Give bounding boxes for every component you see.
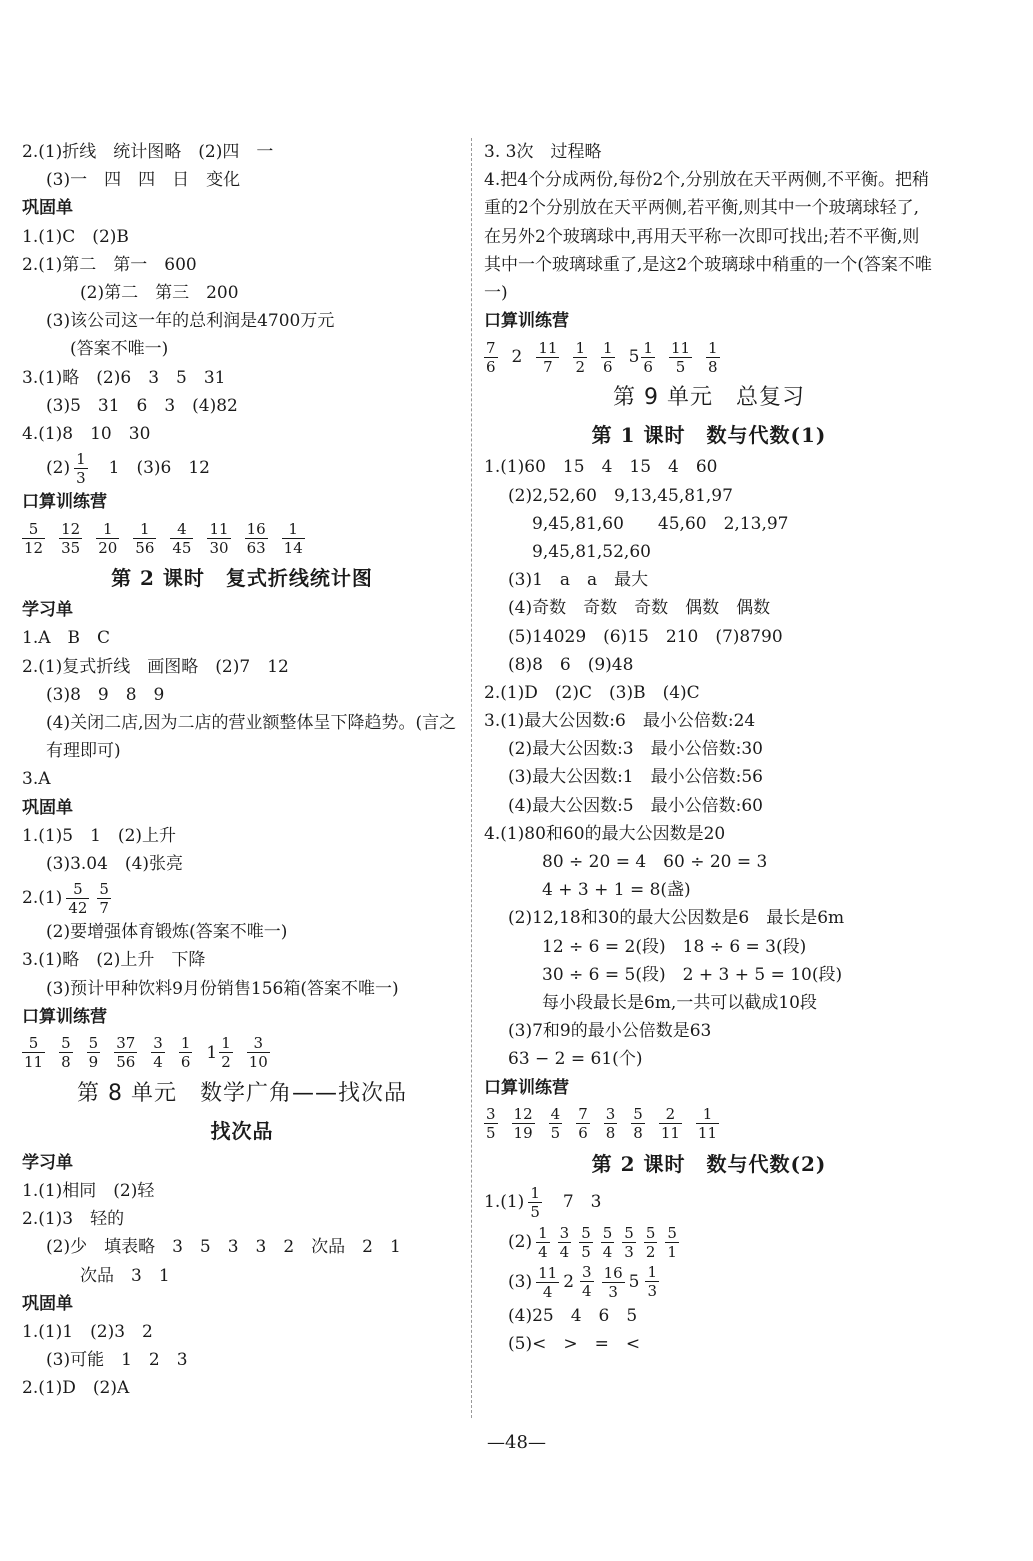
numerator: 7 (486, 338, 496, 357)
item-label: (2) (508, 1231, 533, 1252)
answer-line (22, 878, 462, 918)
fraction (558, 1224, 572, 1261)
denominator: 4 (602, 1242, 613, 1261)
section-heading: 口算训练营 (22, 492, 107, 513)
denominator: 11 (697, 1124, 718, 1143)
lesson-title: 第 2 课时 复式折线统计图 (111, 566, 373, 591)
answer-line: (2)要增强体育锻炼(答案不唯一) (46, 922, 288, 943)
answer-line: (答案不唯一) (70, 339, 169, 360)
numerator: 5 (61, 1034, 71, 1053)
answer-line: 次品 3 1 (80, 1265, 170, 1286)
fraction (696, 1105, 719, 1142)
denominator: 9 (88, 1053, 99, 1072)
answer-line: (3)一 四 四 日 变化 (46, 170, 241, 191)
denominator: 8 (61, 1053, 71, 1072)
section-heading: 学习单 (22, 600, 73, 621)
fraction (549, 1105, 563, 1142)
numerator: 4 (550, 1105, 561, 1124)
numerator: 3 (247, 1034, 270, 1053)
fraction (573, 339, 587, 376)
denominator: 6 (643, 357, 653, 376)
fraction (179, 1034, 193, 1071)
answer-line (22, 448, 462, 488)
denominator: 3 (624, 1242, 634, 1261)
fraction (207, 520, 230, 557)
fraction (484, 1105, 498, 1142)
answer-line: (2)最大公因数:3 最小公倍数:30 (508, 739, 763, 760)
numerator: 1 (603, 338, 613, 357)
denominator: 5 (486, 1124, 496, 1143)
denominator: 4 (542, 1282, 553, 1301)
fraction (74, 450, 88, 487)
numerator: 5 (99, 880, 109, 899)
fraction (170, 520, 193, 557)
numerator: 11 (538, 1263, 558, 1282)
fraction (22, 520, 45, 557)
item-label: (2) (46, 458, 71, 479)
denominator: 8 (605, 1124, 616, 1143)
numerator: 3 (582, 1263, 592, 1282)
denominator: 6 (603, 357, 613, 376)
fraction (622, 1224, 636, 1261)
mixed-number (629, 339, 655, 376)
denominator: 45 (172, 538, 192, 557)
denominator: 19 (513, 1124, 533, 1143)
integer-answer: 2 (511, 347, 523, 368)
denominator: 10 (248, 1053, 268, 1072)
fraction (601, 1224, 615, 1261)
fraction (576, 1105, 590, 1142)
denominator: 4 (559, 1242, 570, 1261)
denominator: 3 (76, 469, 86, 488)
denominator: 4 (153, 1053, 163, 1072)
lesson-title: 第 2 课时 数与代数(2) (591, 1151, 827, 1176)
item-label: (3) (508, 1271, 533, 1292)
denominator: 1 (667, 1242, 677, 1261)
answer-line: 4.(1)80和60的最大公因数是20 (484, 823, 726, 844)
answer-line: 9,45,81,60 45,60 2,13,97 (532, 513, 789, 534)
numerator: 1 (76, 450, 86, 469)
answer-line: 2.(1)D (2)C (3)B (4)C (484, 682, 700, 703)
numerator: 3 (486, 1105, 496, 1124)
answer-line: (3)8 9 8 9 (46, 684, 165, 705)
fraction-answers-row (484, 335, 934, 379)
fraction (151, 1034, 165, 1071)
fraction (245, 520, 268, 557)
fraction (536, 1224, 550, 1261)
denominator: 12 (24, 538, 44, 557)
answer-line: (3)可能 1 2 3 (46, 1350, 188, 1371)
answer-line: (2)少 填表略 3 5 3 3 2 次品 2 1 (46, 1237, 401, 1258)
denominator: 5 (530, 1202, 540, 1221)
fraction-answers-row (22, 516, 462, 560)
numerator: 5 (88, 1034, 99, 1053)
fraction (645, 1263, 659, 1300)
answer-line (484, 1182, 934, 1222)
answer-line: 3.A (22, 769, 51, 790)
fraction (536, 339, 559, 376)
numerator: 1 (180, 1034, 191, 1053)
item-label: 1.(1) (484, 1191, 525, 1212)
answer-line: (3)7和9的最小公倍数是63 (508, 1021, 712, 1042)
denominator: 8 (708, 357, 718, 376)
numerator: 5 (22, 520, 45, 539)
fraction (247, 1034, 270, 1071)
numerator: 3 (605, 1105, 616, 1124)
denominator: 11 (24, 1053, 44, 1072)
answer-line: 2.(1)折线 统计图略 (2)四 一 (22, 142, 274, 162)
lesson-title: 找次品 (210, 1118, 274, 1143)
fraction (66, 880, 89, 917)
numerator: 11 (538, 338, 558, 357)
numerator: 5 (645, 1223, 656, 1242)
fraction (96, 520, 119, 557)
denominator: 20 (98, 538, 118, 557)
numerator: 1 (647, 1263, 658, 1282)
answer-line: 80 ÷ 20 = 4 60 ÷ 20 = 3 (542, 852, 768, 873)
whole-part: 5 (628, 1271, 640, 1292)
section-heading: 口算训练营 (22, 1006, 107, 1027)
numerator: 1 (221, 1034, 231, 1053)
answer-line (484, 1222, 934, 1262)
page-number: —48— (487, 1432, 546, 1453)
answer-line: 9,45,81,52,60 (532, 541, 651, 562)
denominator: 5 (550, 1124, 561, 1143)
fraction (528, 1184, 542, 1221)
denominator: 6 (486, 357, 496, 376)
answer-line: 2.(1)复式折线 画图略 (2)7 12 (22, 656, 289, 677)
answer-line: (8)8 6 (9)48 (508, 654, 634, 675)
unit-title: 第 8 单元 数学广角——找次品 (77, 1080, 407, 1106)
numerator: 1 (575, 338, 586, 357)
denominator: 6 (578, 1124, 588, 1143)
answer-line: 每小段最长是6m,一共可以截成10段 (542, 992, 817, 1013)
numerator: 5 (22, 1034, 45, 1053)
answer-line: 4.把4个分成两份,每份2个,分别放在天平两侧,不平衡。把稍重的2个分别放在天平两侧,若平衡,则其中一个玻璃球轻了,在另外2个玻璃球中,再用天平称一次即可找出;若不平衡,则其中一个玻璃球重了,是这2个玻璃球中稍重的一个(答案不唯一) (484, 170, 932, 303)
numerator: 7 (578, 1105, 588, 1124)
answer-line: 1.(1)C (2)B (22, 226, 129, 247)
fraction (706, 339, 720, 376)
numerator: 5 (624, 1223, 634, 1242)
whole-part: 2 (563, 1271, 575, 1292)
denominator: 42 (68, 899, 88, 918)
numerator: 16 (603, 1263, 623, 1282)
answer-line: 4.(1)8 10 30 (22, 423, 151, 444)
item-label: 2.(1) (22, 888, 63, 909)
fraction (659, 1105, 682, 1142)
answer-line: 1.(1)相同 (2)轻 (22, 1181, 155, 1202)
answer-line: (2)第二 第三 200 (80, 282, 239, 303)
numerator: 1 (538, 1223, 548, 1242)
fraction (484, 339, 498, 376)
fraction (133, 520, 156, 557)
answer-line: 1.(1)60 15 4 15 4 60 (484, 457, 718, 478)
fraction (580, 1263, 594, 1300)
denominator: 11 (660, 1124, 680, 1143)
denominator: 3 (608, 1282, 618, 1301)
fraction (669, 339, 692, 376)
numerator: 16 (246, 519, 266, 538)
answer-line: (5)< > = < (508, 1333, 641, 1354)
fraction (641, 339, 655, 376)
fraction-answers-row (484, 1102, 934, 1146)
answer-line: 1.(1)5 1 (2)上升 (22, 825, 177, 846)
denominator: 2 (645, 1242, 656, 1261)
numerator: 12 (61, 519, 81, 538)
denominator: 4 (538, 1242, 548, 1261)
answer-text: 1 (3)6 12 (91, 458, 210, 479)
denominator: 5 (581, 1242, 591, 1261)
numerator: 1 (133, 520, 156, 539)
denominator: 56 (116, 1053, 136, 1072)
answer-line: (5)14029 (6)15 210 (7)8790 (508, 626, 783, 647)
answer-line: (4)25 4 6 5 (508, 1305, 638, 1326)
fraction (604, 1105, 618, 1142)
numerator: 1 (282, 520, 305, 539)
numerator: 3 (559, 1223, 570, 1242)
mixed-number (563, 1262, 597, 1302)
whole-part: 5 (628, 347, 640, 368)
fraction (601, 339, 615, 376)
section-heading: 口算训练营 (484, 1077, 569, 1098)
answer-line: 2.(1)D (2)A (22, 1378, 130, 1399)
answer-line: (4)最大公因数:5 最小公倍数:60 (508, 795, 763, 816)
denominator: 30 (209, 538, 229, 557)
answer-line: (3)最大公因数:1 最小公倍数:56 (508, 767, 763, 788)
answer-line: 12 ÷ 6 = 2(段) 18 ÷ 6 = 3(段) (542, 936, 807, 957)
numerator: 5 (633, 1105, 643, 1124)
fraction (59, 520, 82, 557)
numerator: 4 (170, 520, 193, 539)
answer-line: (3)3.04 (4)张亮 (46, 853, 184, 874)
fraction (282, 520, 305, 557)
answer-line: 4 + 3 + 1 = 8(盏) (542, 880, 691, 901)
denominator: 4 (582, 1282, 592, 1301)
fraction (512, 1105, 535, 1142)
fraction-answers-row (22, 1031, 462, 1075)
answer-line: (4)关闭二店,因为二店的营业额整体呈下降趋势。(言之有理即可) (46, 713, 457, 762)
section-heading: 口算训练营 (484, 311, 569, 332)
numerator: 1 (96, 520, 119, 539)
answer-line: (2)2,52,60 9,13,45,81,97 (508, 485, 733, 506)
answer-line: (2)12,18和30的最大公因数是6 最长是6m (508, 908, 845, 929)
answer-line: 30 ÷ 6 = 5(段) 2 + 3 + 5 = 10(段) (542, 964, 843, 985)
denominator: 14 (283, 538, 303, 557)
unit-title: 第 9 单元 总复习 (613, 385, 805, 411)
fraction (644, 1224, 658, 1261)
numerator: 1 (708, 338, 718, 357)
numerator: 1 (696, 1105, 719, 1124)
denominator: 6 (180, 1053, 191, 1072)
numerator: 5 (602, 1223, 613, 1242)
column-divider (471, 138, 472, 1418)
denominator: 8 (633, 1124, 643, 1143)
denominator: 2 (221, 1053, 231, 1072)
section-heading: 学习单 (22, 1152, 73, 1173)
fraction (114, 1034, 137, 1071)
fraction (59, 1034, 73, 1071)
numerator: 3 (153, 1034, 163, 1053)
fraction (22, 1034, 45, 1071)
answer-line: (3)该公司这一年的总利润是4700万元 (46, 311, 335, 332)
section-heading: 巩固单 (22, 198, 73, 219)
answer-line: (3)5 31 6 3 (4)82 (46, 395, 238, 416)
answer-line: 1.A B C (22, 628, 110, 649)
answer-line: (3)预计甲种饮料9月份销售156箱(答案不唯一) (46, 978, 399, 999)
fraction (665, 1224, 679, 1261)
mixed-number (629, 1262, 663, 1302)
answer-line: 3.(1)略 (2)上升 下降 (22, 950, 206, 971)
answer-line: (3)1 a a 最大 (508, 570, 649, 591)
answer-text: 7 3 (545, 1191, 602, 1212)
answer-line: 63 − 2 = 61(个) (508, 1049, 643, 1070)
denominator: 35 (61, 538, 81, 557)
denominator: 5 (675, 357, 686, 376)
denominator: 63 (246, 538, 266, 557)
fraction (219, 1034, 233, 1071)
mixed-number (206, 1034, 232, 1071)
section-heading: 巩固单 (22, 797, 73, 818)
fraction (87, 1034, 101, 1071)
answer-line: (4)奇数 奇数 奇数 偶数 偶数 (508, 598, 771, 619)
fraction (536, 1264, 559, 1301)
numerator: 37 (116, 1034, 136, 1053)
fraction (602, 1264, 625, 1301)
numerator: 11 (209, 519, 229, 538)
answer-line: 3.(1)略 (2)6 3 5 31 (22, 367, 226, 388)
numerator: 12 (513, 1105, 533, 1124)
numerator: 5 (667, 1223, 677, 1242)
fraction (579, 1224, 593, 1261)
fraction (97, 880, 111, 917)
numerator: 5 (581, 1223, 591, 1242)
numerator: 1 (530, 1183, 540, 1202)
denominator: 56 (135, 538, 155, 557)
denominator: 7 (99, 899, 109, 918)
left-column (22, 138, 462, 1403)
fraction (631, 1105, 645, 1142)
lesson-title: 第 1 课时 数与代数(1) (591, 423, 827, 448)
answer-line (484, 1262, 934, 1302)
section-heading: 巩固单 (22, 1293, 73, 1314)
right-column (484, 138, 934, 1358)
numerator: 11 (670, 338, 691, 357)
numerator: 1 (643, 338, 653, 357)
answer-line: 3.(1)最大公因数:6 最小公倍数:24 (484, 711, 756, 732)
denominator: 7 (543, 357, 553, 376)
answer-line: 1.(1)1 (2)3 2 (22, 1322, 153, 1343)
numerator: 2 (659, 1105, 682, 1124)
answer-line: 3. 3次 过程略 (484, 142, 602, 162)
answer-line: 2.(1)3 轻的 (22, 1209, 125, 1230)
denominator: 2 (575, 357, 586, 376)
denominator: 3 (647, 1282, 658, 1301)
answer-line: 2.(1)第二 第一 600 (22, 254, 197, 275)
whole-part: 1 (206, 1042, 218, 1063)
numerator: 5 (66, 880, 89, 899)
